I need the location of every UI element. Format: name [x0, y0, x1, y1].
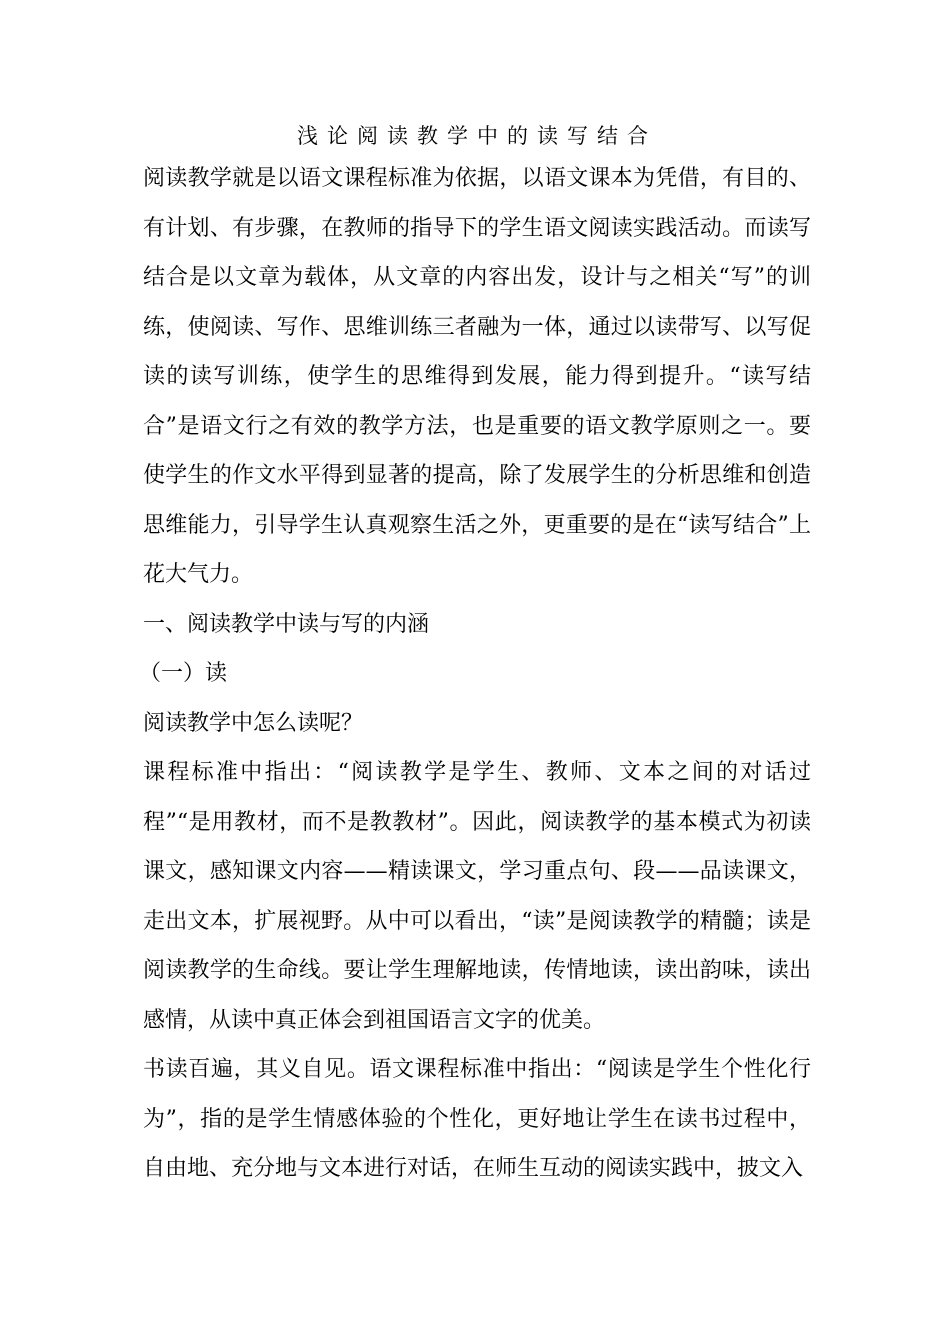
- reading-paragraph: 书读百遍，其义自见。语文课程标准中指出：“阅读是学生个性化行为”，指的是学生情感体验的个性化，更好地让学生在读书过程中，自由地、充分地与文本进行对话，在师生互动的阅读实践中，披文入: [143, 1057, 811, 1181]
- subsection-heading: （一）读: [139, 661, 228, 686]
- question-paragraph: 阅读教学中怎么读呢？: [143, 710, 364, 736]
- curriculum-paragraph: 课程标准中指出：“阅读教学是学生、教师、文本之间的对话过程”“是用教材，而不是教教材”。因此，阅读教学的基本模式为初读课文，感知课文内容——精读课文，学习重点句、段——品读课文，走出文本，扩展视野。从中可以看出，“读”是阅读教学的精髓；读是阅读教学的生命线。要让学生理解地读，传情地读，读出韵味，读出感情，从读中真正体会到祖国语言文字的优美。: [143, 760, 811, 1033]
- document-title: 浅论阅读教学中的读写结合: [297, 124, 657, 148]
- document-body: [139, 118, 811, 1194]
- section-heading: 一、阅读教学中读与写的内涵: [143, 611, 430, 637]
- intro-paragraph: 阅读教学就是以语文课程标准为依据，以语文课本为凭借，有目的、有计划、有步骤，在教师的指导下的学生语文阅读实践活动。而读写结合是以文章为载体，从文章的内容出发，设计与之相关“写”的训练，使阅读、写作、思维训练三者融为一体，通过以读带写、以写促读的读写训练，使学生的思维得到发展，能力得到提升。“读写结合”是语文行之有效的教学方法，也是重要的语文教学原则之一。要使学生的作文水平得到显著的提高，除了发展学生的分析思维和创造思维能力，引导学生认真观察生活之外，更重要的是在“读写结合”上花大气力。: [143, 166, 811, 587]
